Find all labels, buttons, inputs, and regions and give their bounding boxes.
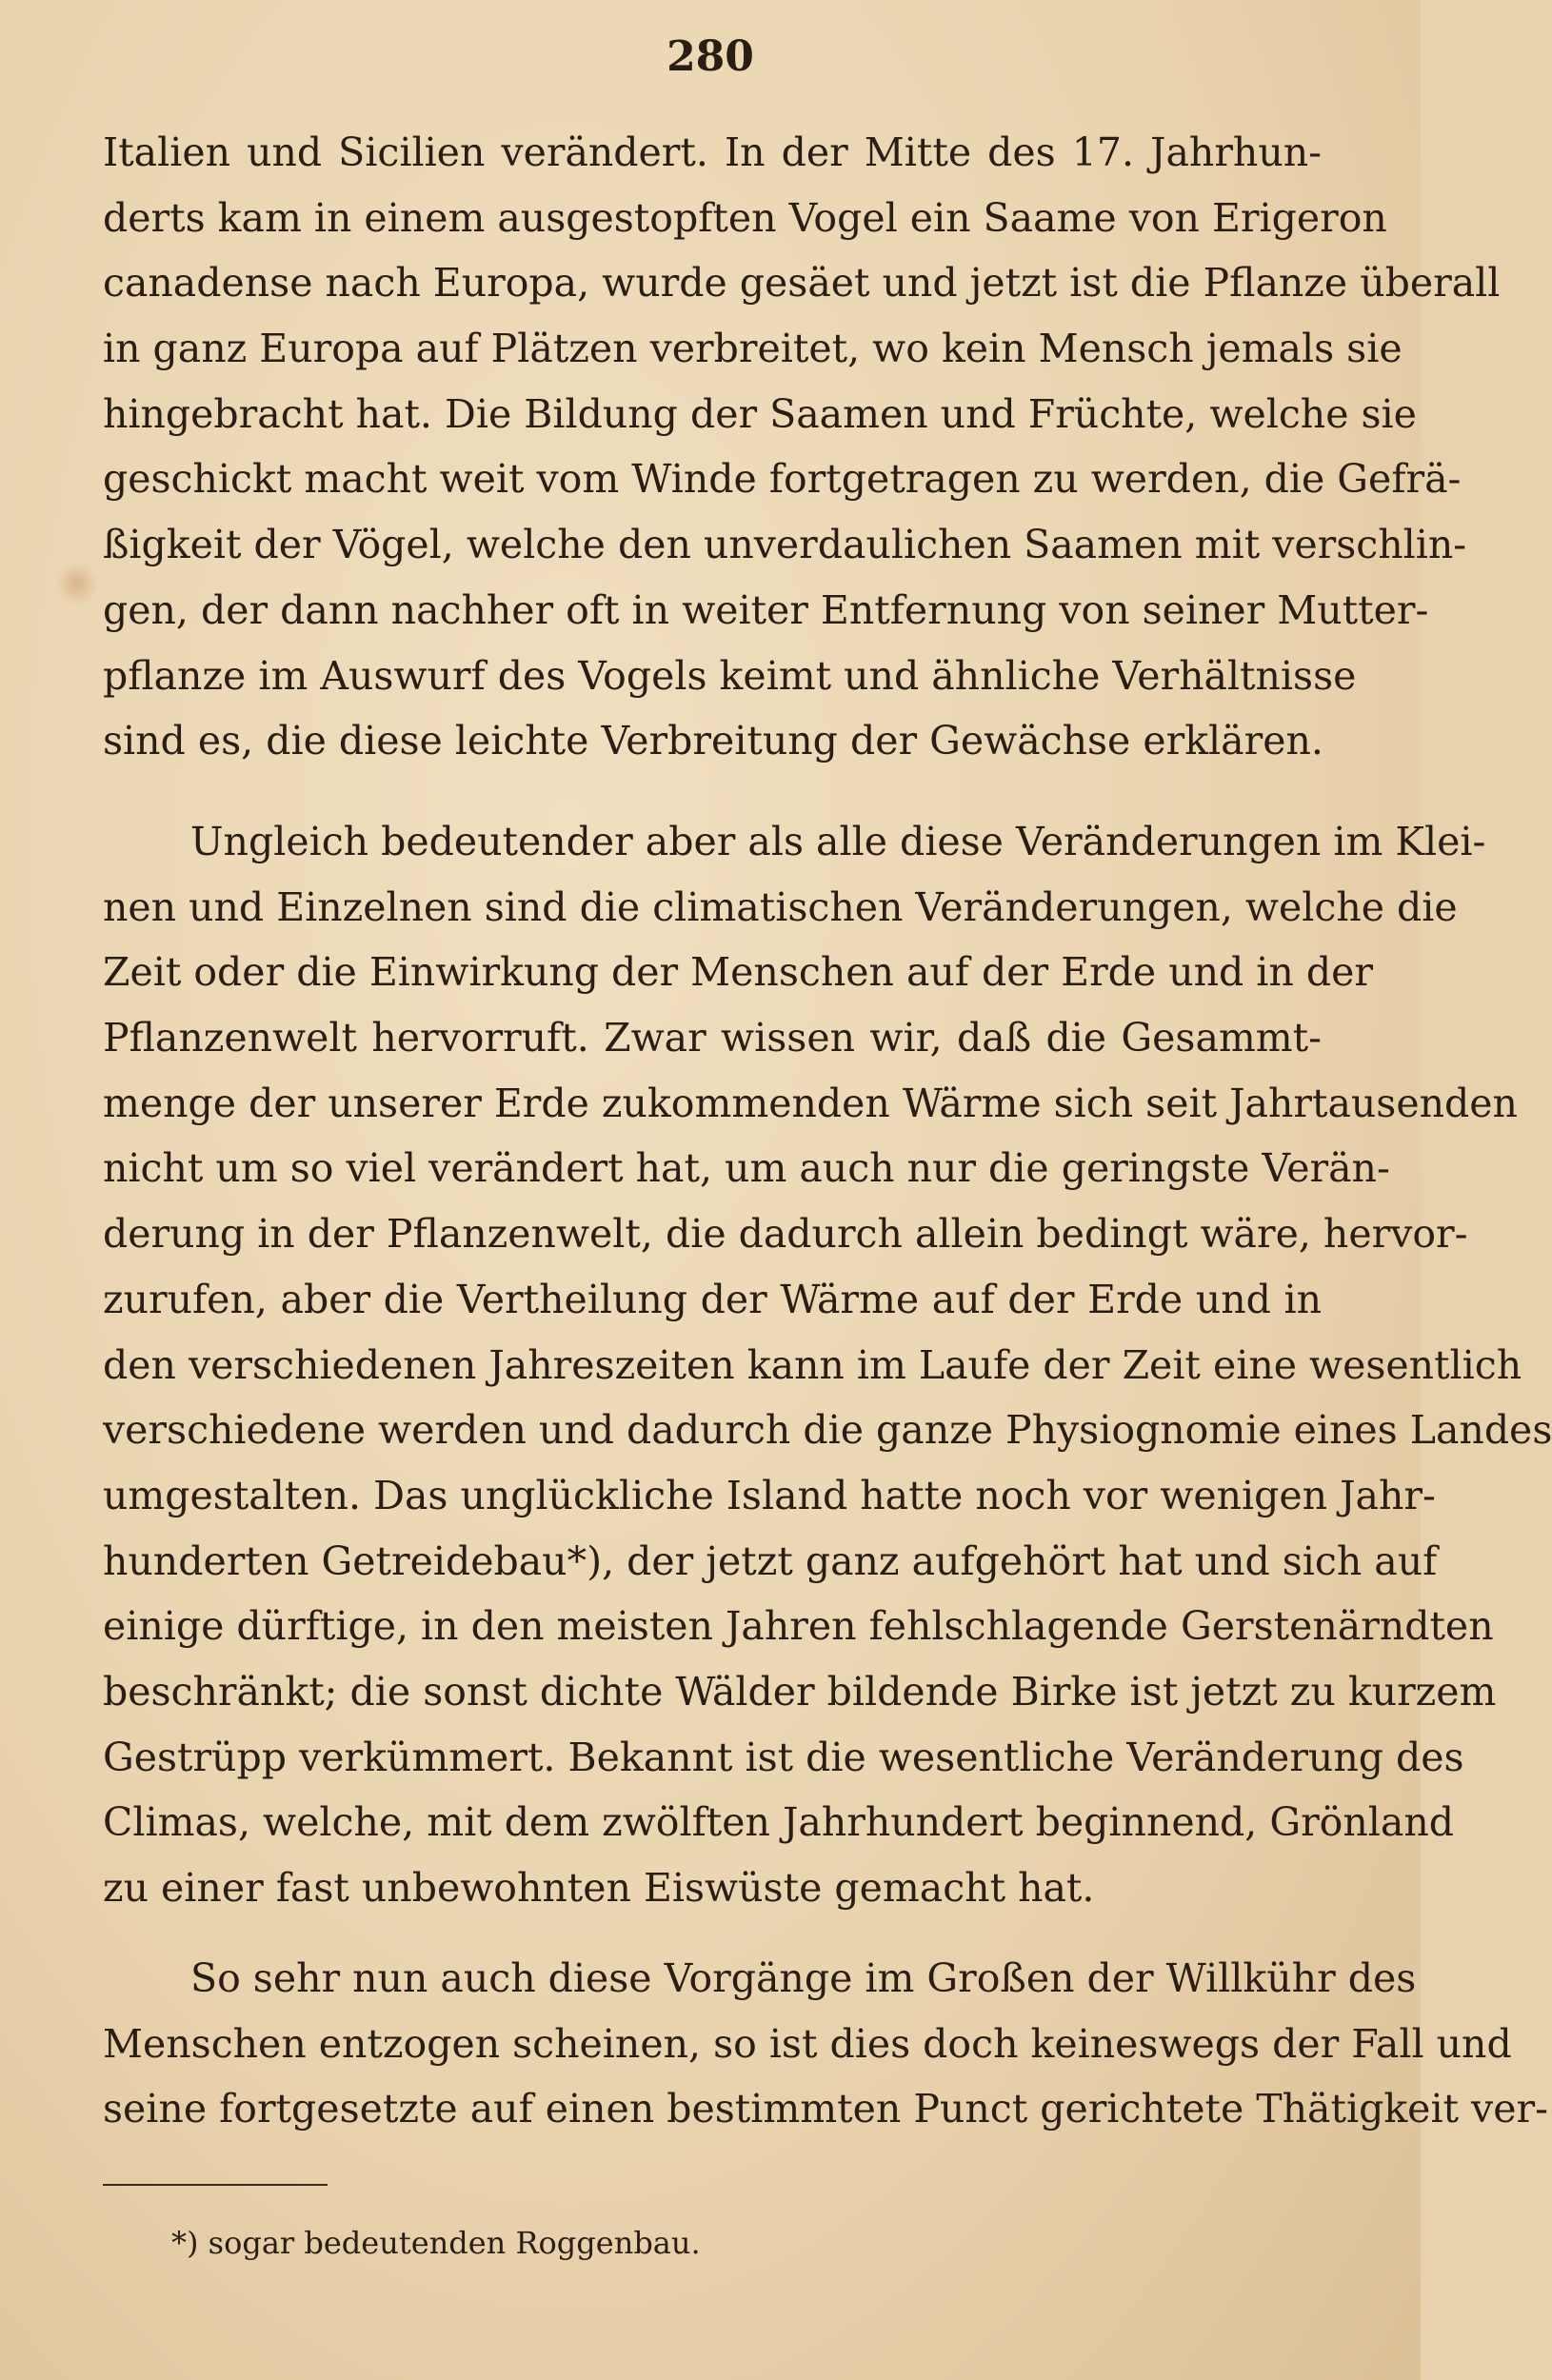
text-line: Climas, welche, mit dem zwölften Jahrhundert beginnend, Grönland <box>103 1799 1454 1846</box>
text-line: derts kam in einem ausgestopften Vogel ein Saame von Erigeron <box>103 194 1387 241</box>
text-line: den verschiedenen Jahreszeiten kann im Laufe der Zeit eine wesentlich <box>103 1341 1522 1388</box>
text-line: ßigkeit der Vögel, welche den unverdaulichen Saamen mit verschlin- <box>103 522 1467 568</box>
footnote-divider <box>103 2184 328 2186</box>
text-line: pflanze im Auswurf des Vogels keimt und ähnliche Verhältnisse <box>103 652 1357 699</box>
text-line: hunderten Getreidebau*), der jetzt ganz aufgehört hat und sich auf <box>103 1537 1438 1584</box>
text-line: einige dürftige, in den meisten Jahren fehlschlagende Gerstenärndten <box>103 1603 1494 1650</box>
paper-stain <box>55 562 99 605</box>
text-line: umgestalten. Das unglückliche Island hatte noch vor wenigen Jahr- <box>103 1472 1436 1518</box>
text-line: zu einer fast unbewohnten Eiswüste gemacht hat. <box>103 1865 1095 1911</box>
text-line: Ungleich bedeutender aber als alle diese Veränderungen im Klei- <box>190 819 1486 864</box>
text-line: in ganz Europa auf Plätzen verbreitet, wo kein Mensch jemals sie <box>103 326 1403 372</box>
text-line: gen, der dann nachher oft in weiter Entfernung von seiner Mutter- <box>103 586 1429 633</box>
paragraph-3 <box>103 1946 1548 2142</box>
text-line: derung in der Pflanzenwelt, die dadurch allein bedingt wäre, hervor- <box>103 1211 1468 1258</box>
text-line: menge der unserer Erde zukommenden Wärme sich seit Jahrtausenden <box>103 1080 1518 1126</box>
text-line: Italien und Sicilien verändert. In der Mitte des 17. Jahrhun- <box>103 129 1322 175</box>
text-line: geschickt macht weit vom Winde fortgetragen zu werden, die Gefrä- <box>103 456 1462 503</box>
text-line: sind es, die diese leichte Verbreitung der Gewächse erklären. <box>103 718 1323 764</box>
text-line: beschränkt; die sonst dichte Wälder bildende Birke ist jetzt zu kurzem <box>103 1668 1497 1715</box>
paragraph-1 <box>103 120 1501 774</box>
footnote: *) sogar bedeutenden Roggenbau. <box>171 2225 701 2261</box>
text-line: canadense nach Europa, wurde gesäet und jetzt ist die Pflanze überall <box>103 260 1501 307</box>
text-line: zurufen, aber die Vertheilung der Wärme auf der Erde und in <box>103 1276 1322 1322</box>
text-line: So sehr nun auch diese Vorgänge im Großen der Willkühr des <box>190 1955 1417 2001</box>
page-number: 280 <box>667 32 754 81</box>
text-line: Pflanzenwelt hervorruft. Zwar wissen wir, daß die Gesammt- <box>103 1015 1322 1061</box>
text-line: seine fortgesetzte auf einen bestimmten Punct gerichtete Thätigkeit ver- <box>103 2086 1548 2132</box>
text-line: hingebracht hat. Die Bildung der Saamen und Früchte, welche sie <box>103 390 1417 437</box>
text-line: Zeit oder die Einwirkung der Menschen auf der Erde und in der <box>103 949 1373 996</box>
paragraph-2 <box>103 809 1552 1921</box>
text-line: Gestrüpp verkümmert. Bekannt ist die wesentliche Veränderung des <box>103 1734 1464 1780</box>
text-line: nicht um so viel verändert hat, um auch nur die geringste Verän- <box>103 1145 1390 1192</box>
text-line: Menschen entzogen scheinen, so ist dies doch keineswegs der Fall und <box>103 2020 1512 2067</box>
text-line: verschiedene werden und dadurch die ganze Physiognomie eines Landes <box>103 1407 1552 1454</box>
text-line: nen und Einzelnen sind die climatischen Veränderungen, welche die <box>103 883 1458 930</box>
